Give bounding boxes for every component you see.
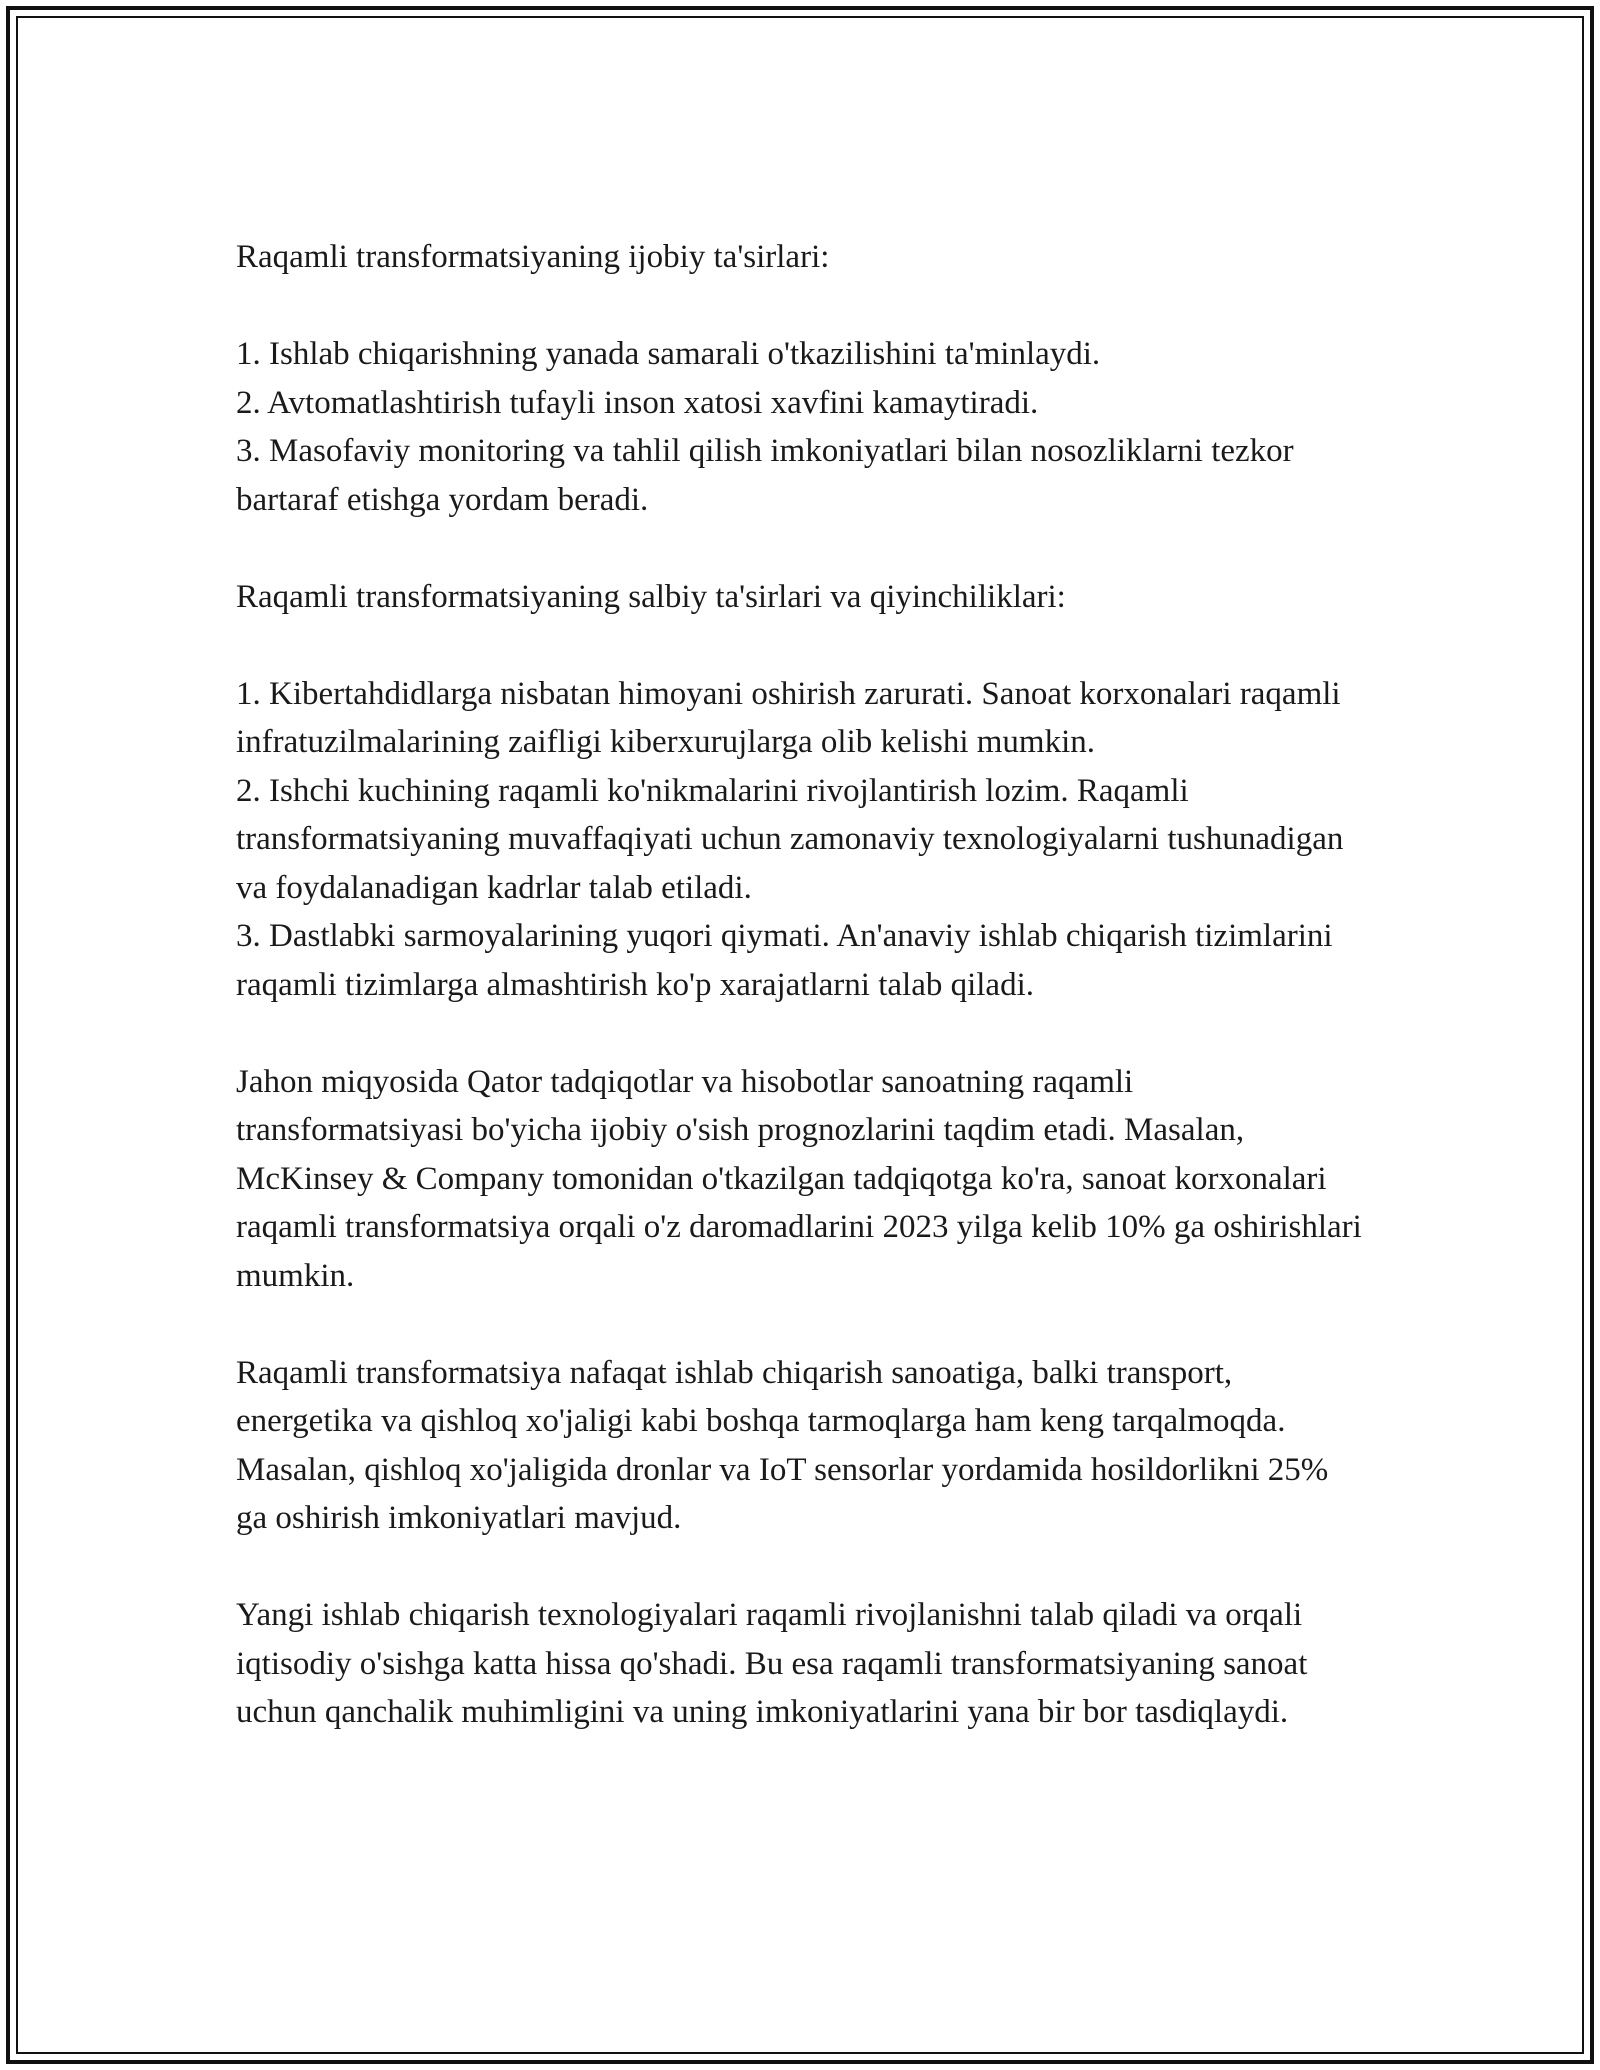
positive-item-1: 1. Ishlab chiqarishning yanada samarali o'tkazilishini ta'minlaydi. (236, 336, 1101, 372)
spacer (236, 1543, 1366, 1592)
paragraph-conclusion: Yangi ishlab chiqarish texnologiyalari raqamli rivojlanishni talab qiladi va orqali iqtisodiy o'sishga katta hissa qo'shadi. Bu esa raqamli transformatsiyaning sanoat uchun qanchalik muhimligini va uning imkoniyatlarini yana bir bor tasdiqlaydi. (236, 1597, 1308, 1730)
negative-item-2: 2. Ishchi kuchining raqamli ko'nikmalarini rivojlantirish lozim. Raqamli transformatsiyaning muvaffaqiyati uchun zamonaviy texnologiyalarni tushunadigan va foydalanadigan kadrlar talab etiladi. (236, 772, 1344, 906)
document-body (236, 233, 1366, 1737)
spacer (236, 282, 1366, 331)
spacer (236, 621, 1366, 670)
heading-negative-effects: Raqamli transformatsiyaning salbiy ta'sirlari va qiyinchiliklari: (236, 578, 1066, 615)
negative-item-3: 3. Dastlabki sarmoyalarining yuqori qiymati. An'anaviy ishlab chiqarish tizimlarini raqamli tizimlarga almashtirish ko'p xarajatlarni talab qiladi. (236, 918, 1333, 1003)
heading-positive-effects: Raqamli transformatsiyaning ijobiy ta'sirlari: (236, 239, 830, 275)
negative-item-1: 1. Kibertahdidlarga nisbatan himoyani oshirish zarurati. Sanoat korxonalari raqamli infratuzilmalarining zaifligi kiberxurujlarga olib kelishi mumkin. (236, 675, 1341, 760)
spacer (236, 1009, 1366, 1058)
spacer (236, 1300, 1366, 1349)
paragraph-global-forecast: Jahon miqyosida Qator tadqiqotlar va hisobotlar sanoatning raqamli transformatsiyasi bo'yicha ijobiy o'sish prognozlarini taqdim etadi. Masalan, McKinsey & Company tomonidan o'tkazilgan tadqiqotga ko'ra, sanoat korxonalari raqamli transformatsiya orqali o'z daromadlarini 2023 yilga kelib 10% ga oshirishlari mumkin. (236, 1063, 1362, 1294)
positive-item-3: 3. Masofaviy monitoring va tahlil qilish imkoniyatlari bilan nosozliklarni tezkor bartaraf etishga yordam beradi. (236, 433, 1294, 518)
paragraph-other-sectors: Raqamli transformatsiya nafaqat ishlab chiqarish sanoatiga, balki transport, energetika va qishloq xo'jaligi kabi boshqa tarmoqlarga ham keng tarqalmoqda. Masalan, qishloq xo'jaligida dronlar va IoT sensorlar yordamida hosildorlikni 25% ga oshirish imkoniyatlari mavjud. (236, 1354, 1329, 1536)
spacer (236, 524, 1366, 573)
positive-item-2: 2. Avtomatlashtirish tufayli inson xatosi xavfini kamaytiradi. (236, 384, 1039, 421)
